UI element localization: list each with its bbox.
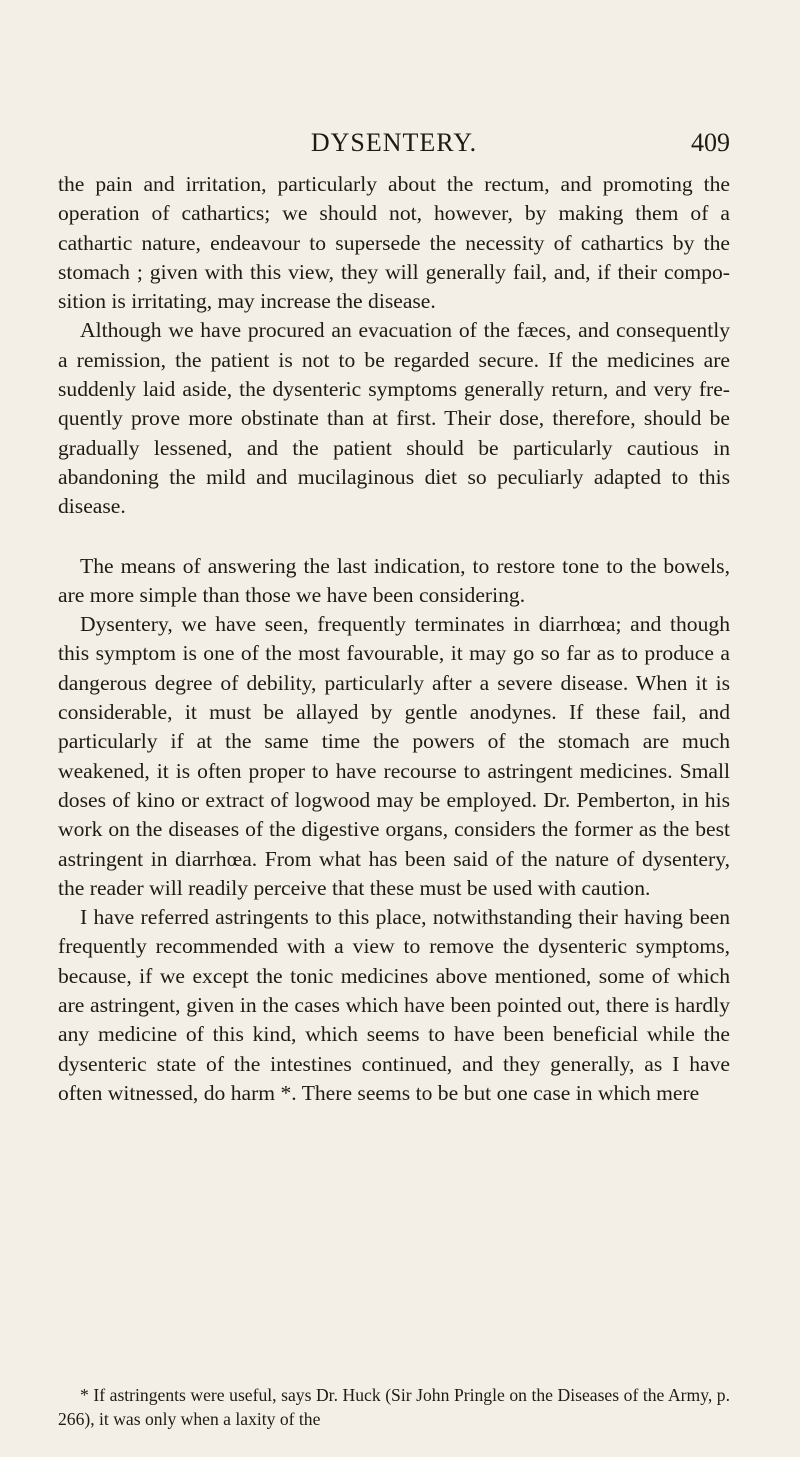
paragraph-diarrhoea: Dysentery, we have seen, frequently terminates in diarrhœa; and though this symptom is one of the most favourable, it may go so far as to produce a dangerous degree of debility, particularly after a severe disease. When it is considerable, it must be allayed by gentle anodynes. If these fail, and particularly if at the same time the powers of the stomach are much weakened, it is often proper to have recourse to astringent medicines. Small doses of kino or extract of logwood may be employed. Dr. Pemberton, in his work on the diseases of the digestive organs, considers the former as the best astringent in diarrhœa. From what has been said of the nature of dysentery, the reader will readily perceive that these must be used with caution.	[58, 612, 730, 900]
running-title: DYSENTERY.	[310, 128, 478, 157]
paragraph-continuation: the pain and irritation, particularly about the rectum, and promoting the operation of cathartics; we should not, however, by making them of a cathartic nature, endeavour to supersede the necessity of cathartics by the stomach ; given with this view, they will generally fail, and, if their composition is irritating, may increase the disease.	[58, 172, 730, 314]
page-header	[58, 128, 730, 164]
footnote: * If astringents were useful, says Dr. Huck (Sir John Pringle on the Diseases of the Army, p. 266), it was only when a laxity of the	[58, 1385, 730, 1429]
paragraph-remission: Although we have procured an evacuation of the fæces, and consequently a remission, the patient is not to be regarded secure. If the medicines are suddenly laid aside, the dysenteric symptoms generally return, and very frequently prove more obstinate than at first. Their dose, therefore, should be gradually lessened, and the patient should be particularly cautious in abandoning the mild and mucilaginous diet so peculiarly adapted to this disease.	[58, 318, 730, 519]
body-text	[58, 170, 730, 1108]
page-number: 409	[691, 128, 730, 157]
paragraph-restore-tone: The means of answering the last indication, to restore tone to the bowels, are more simple than those we have been considering.	[58, 553, 730, 607]
paragraph-astringents: I have referred astringents to this place, notwithstanding their having been frequently recommended with a view to remove the dysenteric symptoms, because, if we except the tonic medicines above mentioned, some of which are astringent, given in the cases which have been pointed out, there is hardly any medicine of this kind, which seems to have been beneficial while the dysenteric state of the intestines continued, and they generally, as I have often witnessed, do harm *. There seems to be but one case in which mere	[58, 905, 730, 1105]
